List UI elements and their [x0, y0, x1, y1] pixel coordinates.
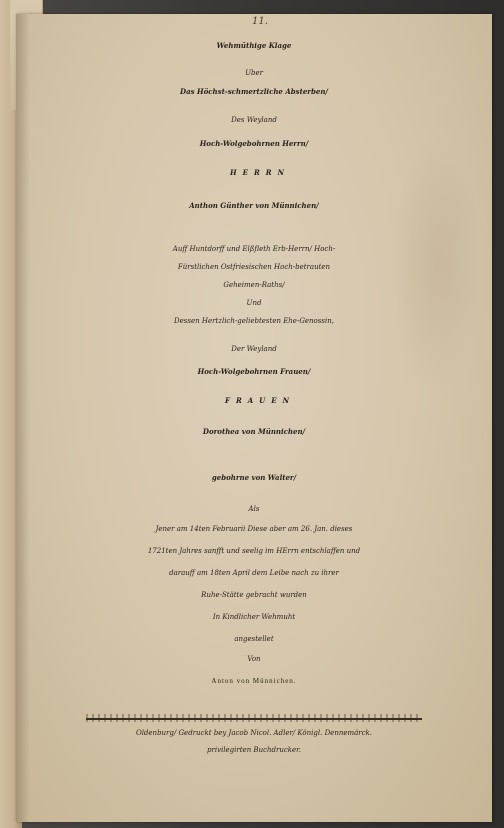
title-heading: Wehmüthige Klage — [216, 41, 292, 50]
text-line-gebohrne-von-walter: gebohrne von Walter/ — [211, 473, 297, 482]
text-line-hoch-wolgebohrnen-herrn: Hoch-Wolgebohrnen Herrn/ — [199, 139, 309, 148]
text-line-hoch-wolgebohrnen-frauen: Hoch-Wolgebohrnen Frauen/ — [197, 367, 311, 376]
text-line-ehe-genossin: Dessen Hertzlich-geliebtesten Ehe-Genossin, — [174, 317, 334, 325]
page-gutter-shadow — [16, 14, 30, 822]
name-dorothea: Dorothea von Münnichen/ — [202, 427, 306, 436]
name-anthon-guenther: Anthon Günther von Münnichen/ — [189, 201, 319, 210]
text-line-absterben: Das Höchst-schmertzliche Absterben/ — [180, 87, 328, 96]
text-line-angestellet: angestellet — [234, 635, 274, 643]
folio-number: 11. — [252, 16, 268, 27]
text-line-der-weyland: Der Weyland — [231, 345, 277, 353]
text-line-als: Als — [248, 505, 260, 513]
title-page — [16, 14, 492, 822]
imprint-line-2: privilegirten Buchdrucker. — [207, 746, 301, 754]
text-line-ruhe-staette: Ruhe-Stätte gebracht wurden — [201, 591, 307, 599]
text-line-geheimen-raths: Geheimen-Raths/ — [223, 281, 285, 289]
text-line-uber: Uber — [245, 69, 263, 77]
text-line-kindlicher-wehmuht: In Kindlicher Wehmuht — [212, 613, 296, 621]
text-line-und: Und — [246, 299, 262, 307]
text-line-frauen-spaced: FRAUEN — [224, 396, 296, 405]
text-line-februarii: Jener am 14ten Februarii Diese aber am 26. Jan. dieses — [155, 525, 353, 533]
text-line-entschlaffen: 1721ten Jahres sanfft und seelig im HErrn entschlaffen und — [147, 547, 361, 555]
text-line-des-weyland: Des Weyland — [231, 116, 277, 124]
text-line-april: darauff am 18ten April dem Leibe nach zu ihrer — [169, 569, 339, 577]
text-line-von: Von — [247, 655, 261, 663]
text-line-huntdorff: Auff Huntdorff und Elßfleth Erb-Herrn/ Hoch- — [172, 245, 336, 253]
author-name: Anton von Münnichen. — [211, 677, 297, 685]
text-line-ostfriesischen: Fürstlichen Ostfriesischen Hoch-betrauten — [177, 263, 331, 271]
ornamental-rule — [86, 718, 422, 720]
text-line-herrn-spaced: HERRN — [230, 168, 290, 177]
imprint-line-1: Oldenburg/ Gedruckt bey Jacob Nicol. Adler/ Königl. Dennemärck. — [135, 729, 373, 737]
